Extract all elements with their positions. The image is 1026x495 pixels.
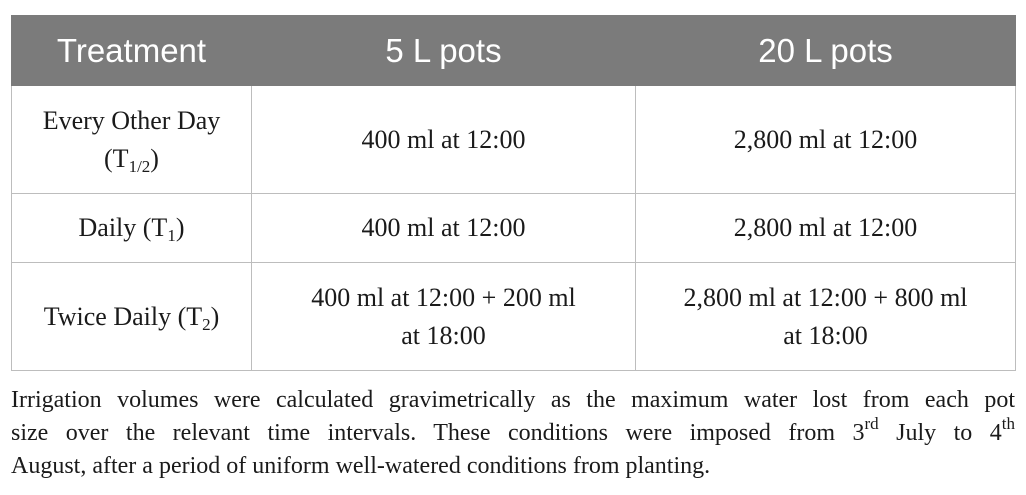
footnote-line-3: August, after a period of uniform well-watered conditions from planting. — [11, 453, 711, 479]
pot5-line-1: 400 ml at 12:00 + 200 ml — [311, 282, 576, 312]
treatment-code-open: (T — [104, 143, 129, 173]
footnote-line-1: Irrigation volumes were calculated gravimetrically as the maximum water lost from each pot — [11, 387, 1015, 413]
treatment-code-close: ) — [150, 143, 159, 173]
footnote-sup-th: th — [1001, 414, 1015, 433]
table-row — [12, 194, 1016, 263]
treatment-code-close: ) — [210, 301, 220, 331]
pot20-cell: 2,800 ml at 12:00 — [636, 86, 1016, 194]
header-treatment: Treatment — [12, 16, 252, 86]
treatment-label: Daily (T — [78, 213, 168, 242]
treatment-cell — [12, 194, 252, 263]
pot20-line-1: 2,800 ml at 12:00 + 800 ml — [683, 282, 968, 312]
footnote-line-2-a: size over the relevant time intervals. These conditions were imposed from 3 — [11, 420, 865, 446]
treatment-code-sub: 2 — [202, 314, 211, 334]
pot5-line-2: at 18:00 — [401, 320, 486, 350]
treatment-label: Twice Daily (T — [43, 301, 203, 331]
footnote-line-2 — [11, 414, 1015, 450]
table-footnote — [11, 384, 1015, 483]
treatment-code-sub: 1/2 — [128, 156, 151, 176]
irrigation-table — [11, 15, 1016, 371]
pot20-line-2: at 18:00 — [783, 320, 868, 350]
table-header-row — [12, 16, 1016, 86]
footnote-sup-rd: rd — [864, 414, 879, 433]
irrigation-table-container — [11, 15, 1015, 371]
treatment-label: Every Other Day — [42, 105, 221, 135]
treatment-cell — [12, 263, 252, 371]
header-5l-pots: 5 L pots — [252, 16, 636, 86]
treatment-code-sub: 1 — [167, 226, 176, 245]
treatment-code-close: ) — [175, 213, 185, 242]
treatment-cell — [12, 86, 252, 194]
pot20-cell — [636, 263, 1016, 371]
pot20-cell: 2,800 ml at 12:00 — [636, 194, 1016, 263]
table-row — [12, 263, 1016, 371]
pot5-cell — [252, 263, 636, 371]
header-20l-pots: 20 L pots — [636, 16, 1016, 86]
footnote-line-2-b: July to 4 — [878, 420, 1002, 446]
pot5-cell: 400 ml at 12:00 — [252, 86, 636, 194]
table-row — [12, 86, 1016, 194]
pot5-cell: 400 ml at 12:00 — [252, 194, 636, 263]
